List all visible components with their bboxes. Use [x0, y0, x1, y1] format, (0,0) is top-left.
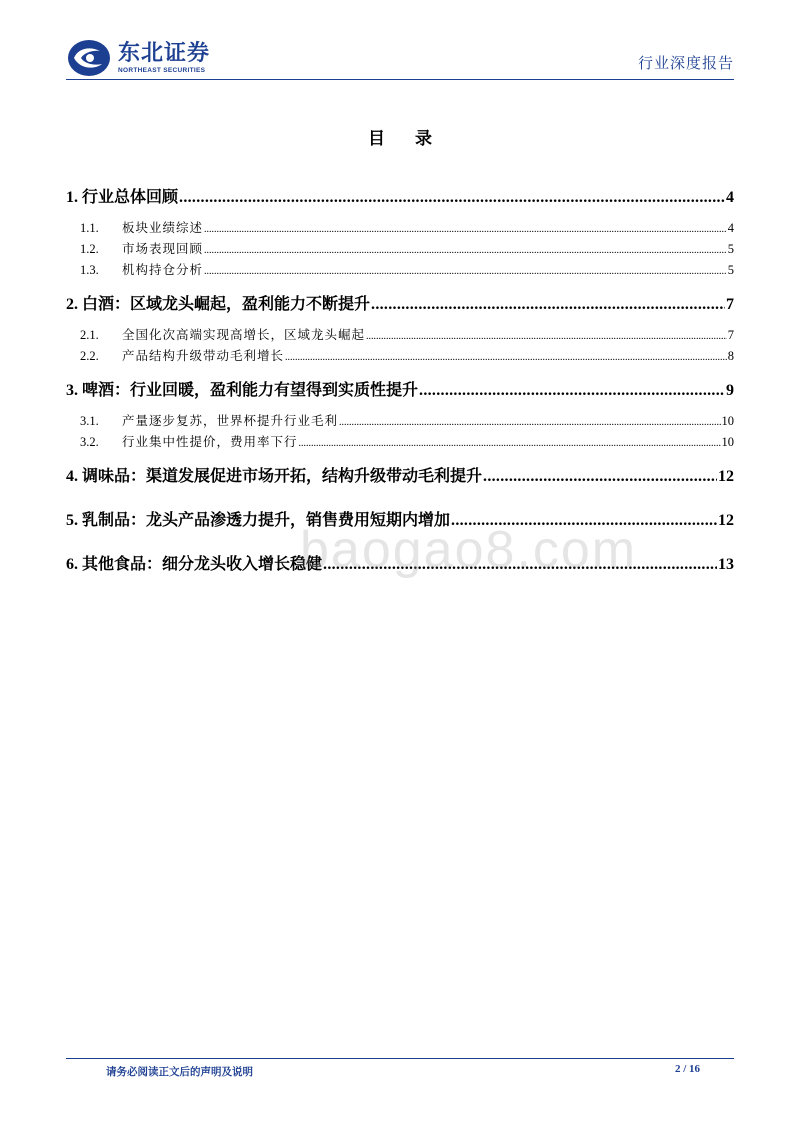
- toc-entry-title: 市场表现回顾: [122, 241, 204, 256]
- toc-entry-page: 12: [718, 512, 734, 529]
- toc-entry-title: 产量逐步复苏，世界杯提升行业毛利: [122, 413, 339, 428]
- toc-entry-number: 2.1.: [80, 328, 99, 342]
- toc-entry-title: 行业集中性提价，费用率下行: [122, 434, 298, 449]
- toc-entry-title: 调味品：渠道发展促进市场开拓，结构升级带动毛利提升: [82, 466, 483, 485]
- toc-leader-dots: [204, 245, 727, 256]
- toc-entry-page: 10: [721, 435, 734, 449]
- toc-entry-title: 啤酒：行业回暖，盈利能力有望得到实质性提升: [82, 380, 419, 399]
- toc-entry-number: 2.2.: [80, 349, 99, 363]
- toc-entry-page: 4: [726, 189, 734, 206]
- toc-leader-dots: [339, 417, 720, 428]
- toc-entry-page: 8: [727, 349, 734, 363]
- toc-entry-4[interactable]: [66, 463, 734, 487]
- toc-entry-title: 白酒：区域龙头崛起，盈利能力不断提升: [82, 294, 371, 313]
- watermark: baogao8.com: [300, 521, 638, 579]
- footer-divider: [66, 1058, 734, 1059]
- toc-entry-2[interactable]: [66, 291, 734, 315]
- company-logo: [66, 38, 210, 78]
- toc-entry-page: 12: [718, 468, 734, 485]
- toc-entry-number: 6.: [66, 556, 78, 573]
- toc-entry-title: 全国化次高端实现高增长，区域龙头崛起: [122, 327, 366, 342]
- toc-entry-title: 行业总体回顾: [82, 187, 179, 206]
- toc-entry-1-1[interactable]: [66, 218, 734, 239]
- toc-entry-2-2[interactable]: [66, 346, 734, 367]
- toc-leader-dots: [179, 189, 725, 207]
- logo-english-name: NORTHEAST SECURITIES: [118, 66, 206, 74]
- logo-chinese-name: 东北证券: [118, 40, 211, 66]
- toc-entry-number: 1.2.: [80, 242, 99, 256]
- toc-leader-dots: [299, 438, 721, 449]
- toc-leader-dots: [285, 352, 727, 363]
- toc-entry-title: 产品结构升级带动毛利增长: [122, 348, 285, 363]
- toc-entry-3-1[interactable]: [66, 411, 734, 432]
- toc-leader-dots: [483, 468, 717, 486]
- toc-entry-page: 7: [726, 296, 734, 313]
- toc-title: 目 录: [368, 129, 444, 149]
- toc-entry-number: 1.: [66, 189, 78, 206]
- toc-entry-page: 9: [726, 382, 734, 399]
- toc-entry-title: 机构持仓分析: [122, 262, 204, 277]
- toc-entry-page: 10: [721, 414, 734, 428]
- toc-entry-number: 3.: [66, 382, 78, 399]
- table-of-contents: [66, 184, 734, 575]
- toc-entry-title: 板块业绩综述: [122, 220, 204, 235]
- toc-entry-3-2[interactable]: [66, 432, 734, 453]
- page-number: 2 / 16: [674, 1063, 700, 1075]
- toc-entry-2-1[interactable]: [66, 325, 734, 346]
- report-type-label: 行业深度报告: [637, 54, 734, 72]
- disclaimer-note: 请务必阅读正文后的声明及说明: [106, 1066, 253, 1078]
- toc-entry-3[interactable]: [66, 377, 734, 401]
- toc-entry-page: 5: [727, 242, 734, 256]
- toc-entry-number: 5.: [66, 512, 78, 529]
- toc-leader-dots: [204, 224, 727, 235]
- toc-entry-title: 其他食品：细分龙头收入增长稳健: [82, 554, 323, 573]
- header-divider: [66, 79, 734, 80]
- toc-entry-number: 1.3.: [80, 263, 99, 277]
- toc-entry-number: 1.1.: [80, 221, 99, 235]
- toc-entry-number: 2.: [66, 296, 78, 313]
- toc-leader-dots: [371, 296, 725, 314]
- toc-leader-dots: [366, 331, 727, 342]
- northeast-securities-logo-icon: [66, 38, 112, 78]
- toc-entry-number: 4.: [66, 468, 78, 485]
- toc-entry-1-3[interactable]: [66, 260, 734, 281]
- toc-entry-page: 13: [718, 556, 734, 573]
- page-header: [66, 28, 734, 78]
- toc-entry-number: 3.1.: [80, 414, 99, 428]
- toc-leader-dots: [419, 382, 725, 400]
- toc-entry-1[interactable]: [66, 184, 734, 208]
- toc-entry-1-2[interactable]: [66, 239, 734, 260]
- toc-entry-page: 7: [727, 328, 734, 342]
- toc-entry-page: 4: [727, 221, 734, 235]
- toc-entry-page: 5: [727, 263, 734, 277]
- toc-leader-dots: [204, 266, 727, 277]
- toc-entry-title: 乳制品：龙头产品渗透力提升，销售费用短期内增加: [82, 510, 451, 529]
- toc-entry-number: 3.2.: [80, 435, 99, 449]
